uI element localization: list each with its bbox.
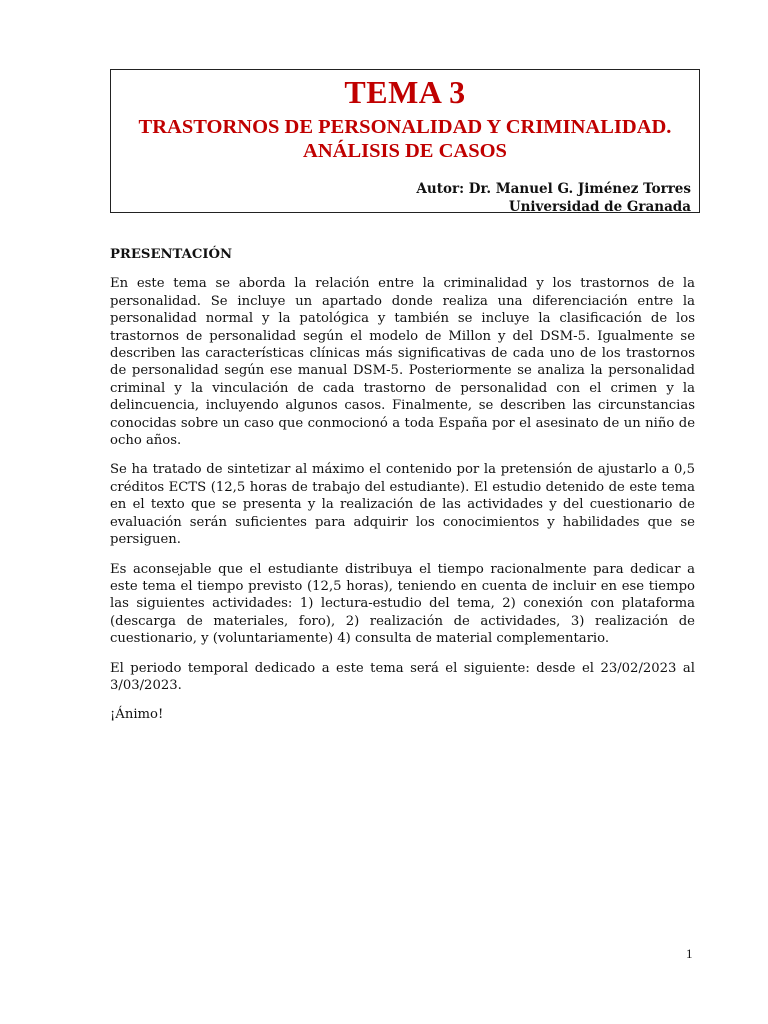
- section-heading: PRESENTACIÓN: [110, 247, 233, 262]
- document-body: [110, 246, 695, 736]
- subtitle-line-2: ANÁLISIS DE CASOS: [303, 140, 507, 162]
- paragraph-period: El periodo temporal dedicado a este tema será el siguiente: desde el 23/02/2023 al 3/03/2023.: [110, 660, 695, 693]
- paragraph-synthesis: Se ha tratado de sintetizar al máximo el contenido por la pretensión de ajustarlo a 0,5 créditos ECTS (12,5 horas de trabajo del estudiante). El estudio detenido de este tema en el texto que se presenta y la realización de las actividades y del cuestionario de evaluación serán suficientes para adquirir los conocimientos y habilidades que se persiguen.: [110, 462, 695, 548]
- document-subtitle: [111, 115, 699, 163]
- author-block: [416, 180, 691, 216]
- document-title: TEMA 3: [344, 74, 466, 110]
- author-name: Autor: Dr. Manuel G. Jiménez Torres: [416, 181, 691, 197]
- page-number: 1: [686, 946, 693, 961]
- paragraph-time-advice: Es aconsejable que el estudiante distribuya el tiempo racionalmente para dedicar a este tema el tiempo previsto (12,5 horas), teniendo en cuenta de incluir en ese tiempo las siguientes actividades: 1) lectura-estudio del tema, 2) conexión con plataforma (descarga de materiales, foro), 2) realización de actividades, 3) realización de cuestionario, y (voluntariamente) 4) consulta de material complementario.: [110, 561, 695, 647]
- author-institution: Universidad de Granada: [508, 199, 691, 215]
- paragraph-intro: En este tema se aborda la relación entre la criminalidad y los trastornos de la personalidad. Se incluye un apartado donde realiza una diferenciación entre la personalidad normal y la patológica y también se incluye la clasificación de los trastornos de personalidad según el modelo de Millon y del DSM-5. Igualmente se describen las características clínicas más significativas de cada uno de los trastornos de personalidad según ese manual DSM-5. Posteriormente se analiza la personalidad criminal y la vinculación de cada trastorno de personalidad con el crimen y la delincuencia, incluyendo algunos casos. Finalmente, se describen las circunstancias conocidas sobre un caso que conmocionó a toda España por el asesinato de un niño de ocho años.: [110, 276, 695, 449]
- paragraph-closing: ¡Ánimo!: [110, 707, 164, 723]
- subtitle-line-1: TRASTORNOS DE PERSONALIDAD Y CRIMINALIDAD.: [138, 116, 672, 138]
- title-box: [110, 69, 700, 213]
